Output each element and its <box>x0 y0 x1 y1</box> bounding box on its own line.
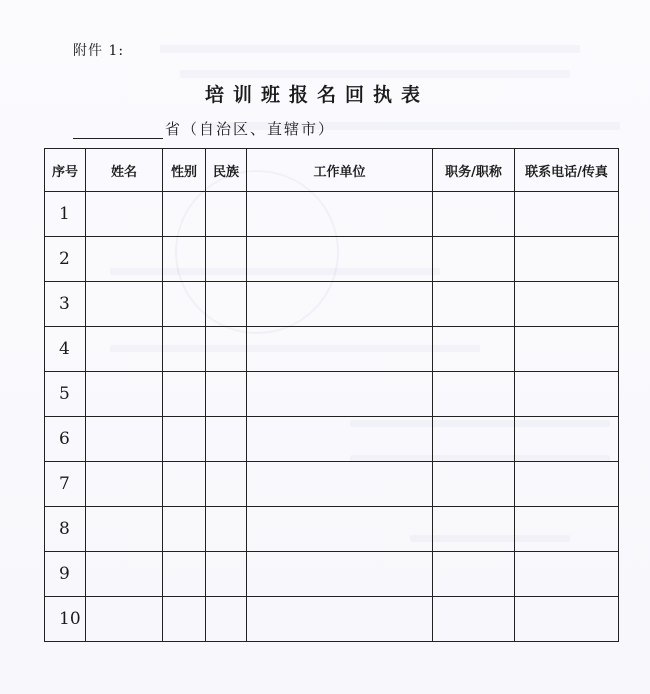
registration-table <box>44 148 619 642</box>
position-cell[interactable] <box>433 192 515 237</box>
ethnicity-cell[interactable] <box>206 552 247 597</box>
position-cell[interactable] <box>433 597 515 642</box>
ethnicity-cell[interactable] <box>206 282 247 327</box>
header-work-unit: 工作单位 <box>247 149 433 192</box>
header-phone-fax: 联系电话/传真 <box>515 149 619 192</box>
gender-cell[interactable] <box>163 462 206 507</box>
table-row <box>45 417 619 462</box>
position-cell[interactable] <box>433 507 515 552</box>
phone-fax-cell[interactable] <box>515 597 619 642</box>
name-cell[interactable] <box>86 372 163 417</box>
position-cell[interactable] <box>433 552 515 597</box>
name-cell[interactable] <box>86 417 163 462</box>
gender-cell[interactable] <box>163 237 206 282</box>
gender-cell[interactable] <box>163 552 206 597</box>
gender-cell[interactable] <box>163 372 206 417</box>
name-cell[interactable] <box>86 462 163 507</box>
work-unit-cell[interactable] <box>247 507 433 552</box>
position-cell[interactable] <box>433 237 515 282</box>
name-cell[interactable] <box>86 327 163 372</box>
name-cell[interactable] <box>86 552 163 597</box>
ethnicity-cell[interactable] <box>206 597 247 642</box>
phone-fax-cell[interactable] <box>515 417 619 462</box>
phone-fax-cell[interactable] <box>515 237 619 282</box>
ethnicity-cell[interactable] <box>206 462 247 507</box>
gender-cell[interactable] <box>163 597 206 642</box>
work-unit-cell[interactable] <box>247 192 433 237</box>
row-number: 2 <box>45 237 86 282</box>
province-blank-field[interactable] <box>73 120 163 139</box>
work-unit-cell[interactable] <box>247 462 433 507</box>
position-cell[interactable] <box>433 417 515 462</box>
ethnicity-cell[interactable] <box>206 372 247 417</box>
header-name: 姓名 <box>86 149 163 192</box>
phone-fax-cell[interactable] <box>515 552 619 597</box>
row-number: 10 <box>45 597 86 642</box>
row-number: 9 <box>45 552 86 597</box>
table-row <box>45 372 619 417</box>
row-number: 3 <box>45 282 86 327</box>
table-row <box>45 462 619 507</box>
province-label: 省（自治区、直辖市） <box>165 120 336 138</box>
table-header-row <box>45 149 619 192</box>
position-cell[interactable] <box>433 282 515 327</box>
phone-fax-cell[interactable] <box>515 372 619 417</box>
phone-fax-cell[interactable] <box>515 507 619 552</box>
header-position-title: 职务/职称 <box>433 149 515 192</box>
row-number: 8 <box>45 507 86 552</box>
position-cell[interactable] <box>433 372 515 417</box>
row-number: 4 <box>45 327 86 372</box>
phone-fax-cell[interactable] <box>515 192 619 237</box>
ethnicity-cell[interactable] <box>206 417 247 462</box>
table-row <box>45 192 619 237</box>
name-cell[interactable] <box>86 282 163 327</box>
attachment-label: 附件 1: <box>73 43 125 59</box>
header-ethnicity: 民族 <box>206 149 247 192</box>
position-cell[interactable] <box>433 327 515 372</box>
phone-fax-cell[interactable] <box>515 282 619 327</box>
position-cell[interactable] <box>433 462 515 507</box>
work-unit-cell[interactable] <box>247 552 433 597</box>
work-unit-cell[interactable] <box>247 327 433 372</box>
ethnicity-cell[interactable] <box>206 507 247 552</box>
work-unit-cell[interactable] <box>247 237 433 282</box>
ethnicity-cell[interactable] <box>206 327 247 372</box>
name-cell[interactable] <box>86 597 163 642</box>
work-unit-cell[interactable] <box>247 417 433 462</box>
show-through-mark <box>180 70 570 78</box>
name-cell[interactable] <box>86 507 163 552</box>
ethnicity-cell[interactable] <box>206 237 247 282</box>
phone-fax-cell[interactable] <box>515 462 619 507</box>
row-number: 6 <box>45 417 86 462</box>
gender-cell[interactable] <box>163 282 206 327</box>
table-body <box>45 192 619 642</box>
work-unit-cell[interactable] <box>247 282 433 327</box>
table-row <box>45 327 619 372</box>
show-through-mark <box>160 45 580 53</box>
header-gender: 性别 <box>163 149 206 192</box>
name-cell[interactable] <box>86 192 163 237</box>
work-unit-cell[interactable] <box>247 597 433 642</box>
table-row <box>45 282 619 327</box>
phone-fax-cell[interactable] <box>515 327 619 372</box>
row-number: 1 <box>45 192 86 237</box>
table-row <box>45 507 619 552</box>
gender-cell[interactable] <box>163 192 206 237</box>
row-number: 5 <box>45 372 86 417</box>
table-row <box>45 552 619 597</box>
ethnicity-cell[interactable] <box>206 192 247 237</box>
gender-cell[interactable] <box>163 327 206 372</box>
table-row <box>45 237 619 282</box>
gender-cell[interactable] <box>163 417 206 462</box>
table-row <box>45 597 619 642</box>
document-title: 培训班报名回执表 <box>205 84 430 106</box>
province-line <box>73 118 335 139</box>
name-cell[interactable] <box>86 237 163 282</box>
gender-cell[interactable] <box>163 507 206 552</box>
header-serial-number: 序号 <box>45 149 86 192</box>
row-number: 7 <box>45 462 86 507</box>
work-unit-cell[interactable] <box>247 372 433 417</box>
